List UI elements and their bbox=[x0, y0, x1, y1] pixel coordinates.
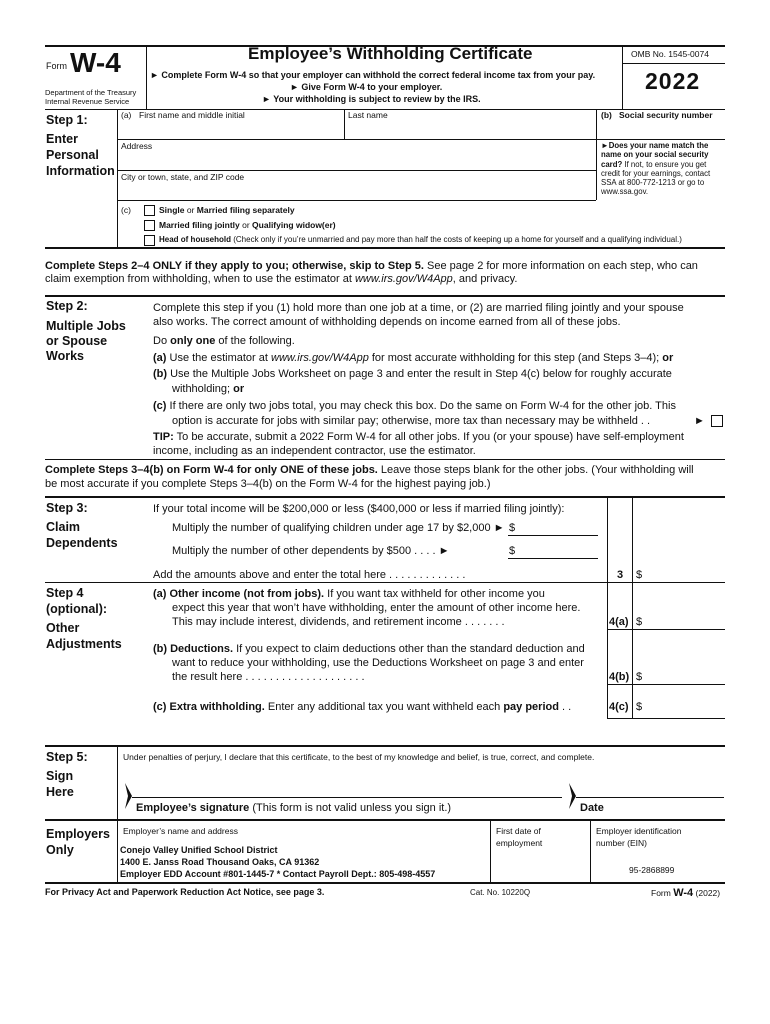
step3-intro: If your total income will be $200,000 or less ($400,000 or less if married filing jointly): bbox=[153, 503, 565, 515]
perjury-statement: Under penalties of perjury, I declare that this certificate, to the best of my knowledge and belief, is true, correct, and complete. bbox=[123, 752, 595, 762]
step3-line2-rule bbox=[508, 558, 598, 559]
catalog-number: Cat. No. 10220Q bbox=[470, 888, 531, 897]
ein-label-2: number (EIN) bbox=[596, 838, 648, 848]
city-top-rule bbox=[117, 170, 596, 171]
first-date-label-2: employment bbox=[496, 838, 543, 848]
address-label: Address bbox=[121, 141, 153, 151]
ssn-note-rest: If not, to ensure you get credit for your earnings, contact SSA at 800-772-1213 or go to www.ssa.gov. bbox=[601, 159, 711, 197]
last-name-label: Last name bbox=[348, 110, 388, 120]
step4a-line3: This may include interest, dividends, and retirement income . . . . . . . bbox=[172, 616, 505, 628]
employers-label-1: Employers bbox=[46, 827, 110, 841]
step2c-arrow-icon: ► bbox=[694, 415, 705, 427]
step4a-line2: expect this year that won’t have withholding, enter the amount of other income here. bbox=[172, 602, 581, 614]
employer-name-label: Employer’s name and address bbox=[123, 826, 238, 836]
intro-line2: claim exemption from withholding, when to use the estimator at www.irs.gov/W4App, and privacy. bbox=[45, 273, 518, 285]
city-bottom-rule bbox=[117, 200, 596, 201]
ein-label-1: Employer identification bbox=[596, 826, 682, 836]
extra-withholding-field[interactable] bbox=[645, 697, 723, 713]
step2-name-1: Multiple Jobs bbox=[46, 319, 126, 333]
employers-label-2: Only bbox=[46, 843, 74, 857]
signature-arrow-icon bbox=[123, 783, 133, 809]
step2-option-c-line1: (c) If there are only two jobs total, you may check this box. Do the same on Form W-4 for the other job. This bbox=[153, 400, 676, 412]
filing-married-label: Married filing jointly or Qualifying widow(er) bbox=[159, 220, 336, 230]
single-checkbox[interactable] bbox=[144, 205, 155, 216]
step2-bottom-rule bbox=[45, 459, 725, 460]
step4-top-rule bbox=[45, 582, 608, 583]
step2-option-c-line2: option is accurate for jobs with similar pay; otherwise, more tax than necessary may be withheld . . bbox=[172, 415, 651, 427]
first-date-field[interactable] bbox=[492, 850, 588, 880]
step4c-line: (c) Extra withholding. Enter any additional tax you want withheld each pay period . . bbox=[153, 701, 572, 713]
step2-para1-line2: also works. The correct amount of withholding depends on income earned from all of these jobs. bbox=[153, 316, 621, 328]
step1-bottom-rule bbox=[45, 247, 725, 249]
step3-line1: Multiply the number of qualifying children under age 17 by $2,000 ► bbox=[172, 522, 505, 534]
form-title: Employee’s Withholding Certificate bbox=[248, 44, 533, 63]
step4b-line2: want to reduce your withholding, use the Deductions Worksheet on page 3 and enter bbox=[172, 657, 584, 669]
step3-line1-rule bbox=[508, 535, 598, 536]
line4a-box-label: 4(a) bbox=[609, 616, 629, 628]
other-income-field[interactable] bbox=[645, 612, 723, 628]
header-divider-right bbox=[622, 46, 623, 109]
step2-option-a: (a) Use the estimator at www.irs.gov/W4App for most accurate withholding for this step (and Steps 3–4); or bbox=[153, 352, 674, 364]
ssn-note-bold: ►Does your name match the name on your social security card? bbox=[601, 141, 709, 169]
deductions-field[interactable] bbox=[645, 667, 723, 683]
two-jobs-checkbox[interactable] bbox=[711, 415, 723, 427]
step2-tip-line1: TIP: To be accurate, submit a 2022 Form W-4 for all other jobs. If you (or your spouse) have self-employment bbox=[153, 431, 684, 443]
step5-name-1: Sign bbox=[46, 769, 74, 783]
step3-top-rule bbox=[45, 496, 725, 498]
employer-account: Employer EDD Account #801-1445-7 * Contact Payroll Dept.: 805-498-4557 bbox=[120, 869, 436, 879]
footer-form-id: Form W-4 (2022) bbox=[651, 887, 721, 899]
omb-number: OMB No. 1545-0074 bbox=[631, 49, 709, 59]
step2-option-b-line1: (b) Use the Multiple Jobs Worksheet on page 3 and enter the result in Step 4(c) below for roughly accurate bbox=[153, 368, 672, 380]
step4-name-3: Adjustments bbox=[46, 637, 122, 651]
line4c-box-label: 4(c) bbox=[609, 701, 629, 713]
intro-line1: Complete Steps 2–4 ONLY if they apply to you; otherwise, skip to Step 5. See page 2 for more information on each step, who can bbox=[45, 260, 698, 272]
city-label: City or town, state, and ZIP code bbox=[121, 172, 245, 182]
instruction-3: ► Your withholding is subject to review by the IRS. bbox=[262, 94, 481, 104]
step4-label: Step 4 bbox=[46, 586, 84, 600]
line4a-dollar: $ bbox=[636, 616, 643, 628]
step1-name-1: Enter bbox=[46, 132, 78, 146]
step1-name-2: Personal bbox=[46, 148, 99, 162]
other-dependents-amount-field[interactable] bbox=[518, 542, 598, 557]
signature-rule bbox=[132, 797, 562, 798]
line4b-dollar: $ bbox=[636, 671, 643, 683]
tax-year: 2022 bbox=[645, 68, 701, 94]
first-date-label-1: First date of bbox=[496, 826, 541, 836]
step1-label: Step 1: bbox=[46, 113, 88, 127]
first-name-label: First name and middle initial bbox=[139, 110, 245, 120]
ssn-field[interactable] bbox=[597, 120, 725, 138]
date-rule bbox=[576, 797, 724, 798]
signature-label: Employee’s signature (This form is not valid unless you sign it.) bbox=[136, 802, 452, 814]
step4a-line1: (a) Other income (not from jobs). If you want tax withheld for other income you bbox=[153, 588, 545, 600]
step3-name-1: Claim bbox=[46, 520, 81, 534]
step3-name-2: Dependents bbox=[46, 536, 118, 550]
ssn-note bbox=[601, 141, 725, 197]
qualifying-children-amount-field[interactable] bbox=[518, 519, 598, 534]
step5-top-rule bbox=[45, 745, 725, 747]
filing-hoh-label: Head of household (Check only if you’re unmarried and pay more than half the costs of keeping up a home for yourself and a qualifying individual.) bbox=[159, 235, 682, 244]
address-field[interactable] bbox=[118, 151, 595, 169]
step4b-line1: (b) Deductions. If you expect to claim deductions other than the standard deduction and bbox=[153, 643, 585, 655]
step2-name-3: Works bbox=[46, 349, 84, 363]
address-top-rule bbox=[117, 139, 725, 140]
omb-rule bbox=[622, 63, 725, 64]
step5-col-divider bbox=[117, 746, 118, 819]
first-date-divider bbox=[490, 820, 491, 882]
step2-name-2: or Spouse bbox=[46, 334, 108, 348]
step4b-line3: the result here . . . . . . . . . . . . . . . . . . . . bbox=[172, 671, 365, 683]
ssn-label: Social security number bbox=[619, 110, 713, 120]
employer-name: Conejo Valley Unified School District bbox=[120, 845, 278, 855]
mid-line1: Complete Steps 3–4(b) on Form W-4 for only ONE of these jobs. Leave those steps blank for the other jobs. (Your withholding will bbox=[45, 464, 694, 476]
dept-line2: Internal Revenue Service bbox=[45, 97, 130, 106]
step4-name-2: Other bbox=[46, 621, 80, 635]
step2-top-rule bbox=[45, 295, 725, 297]
first-name-field[interactable] bbox=[118, 120, 343, 138]
dept-line1: Department of the Treasury bbox=[45, 88, 137, 97]
date-arrow-icon bbox=[567, 783, 577, 809]
line3-bottom-rule bbox=[607, 582, 725, 583]
line4a-bottom-rule bbox=[607, 629, 725, 630]
step5-name-2: Here bbox=[46, 785, 74, 799]
footer-rule bbox=[45, 882, 725, 884]
instruction-2: ► Give Form W-4 to your employer. bbox=[290, 82, 443, 92]
step2-label: Step 2: bbox=[46, 299, 88, 313]
signature-date-field[interactable] bbox=[579, 778, 723, 796]
married-jointly-checkbox[interactable] bbox=[144, 220, 155, 231]
form-number: W-4 bbox=[70, 47, 121, 78]
step4-name-1: (optional): bbox=[46, 602, 108, 616]
line4b-bottom-rule bbox=[607, 684, 725, 685]
step2-para1-line1: Complete this step if you (1) hold more than one job at a time, or (2) are married filing jointly and your spouse bbox=[153, 302, 684, 314]
step2-tip-line2: income, including as an independent contractor, use the estimator. bbox=[153, 445, 476, 457]
ein-value: 95-2868899 bbox=[629, 865, 675, 875]
line4c-bottom-rule bbox=[607, 718, 725, 719]
amount-col-left-divider bbox=[607, 497, 608, 719]
mid-line2: be most accurate if you complete Steps 3–4(b) on the Form W-4 for the highest paying job.) bbox=[45, 478, 491, 490]
first-name-letter: (a) bbox=[121, 110, 132, 120]
line4c-dollar: $ bbox=[636, 701, 643, 713]
line3-dollar: $ bbox=[636, 569, 643, 581]
head-of-household-checkbox[interactable] bbox=[144, 235, 155, 246]
step3-total-line: Add the amounts above and enter the total here . . . . . . . . . . . . . bbox=[153, 569, 466, 581]
form-word: Form bbox=[46, 61, 67, 71]
step2-para2: Do only one of the following. bbox=[153, 335, 295, 347]
line4b-box-label: 4(b) bbox=[609, 671, 630, 683]
filing-status-letter: (c) bbox=[121, 205, 131, 215]
amount-col-mid-divider bbox=[632, 497, 633, 719]
city-field[interactable] bbox=[118, 182, 595, 199]
step2-option-b-line2: withholding; or bbox=[172, 383, 245, 395]
employers-top-rule bbox=[45, 819, 725, 821]
step3-label: Step 3: bbox=[46, 501, 88, 515]
step3-line2-dollar: $ bbox=[509, 545, 516, 557]
instruction-1: ► Complete Form W-4 so that your employer can withhold the correct federal income tax from your pay. bbox=[150, 70, 596, 80]
filing-single-label: Single or Married filing separately bbox=[159, 205, 295, 215]
line3-box-label: 3 bbox=[617, 569, 624, 581]
date-label: Date bbox=[580, 802, 604, 814]
employers-col-divider bbox=[117, 820, 118, 882]
step5-label: Step 5: bbox=[46, 750, 88, 764]
header-divider-left bbox=[146, 46, 147, 109]
line3-amount-field[interactable] bbox=[645, 565, 723, 581]
employer-address: 1400 E. Janss Road Thousand Oaks, CA 91362 bbox=[120, 857, 320, 867]
step1-name-3: Information bbox=[46, 164, 115, 178]
privacy-notice: For Privacy Act and Paperwork Reduction Act Notice, see page 3. bbox=[45, 887, 325, 897]
step3-line1-dollar: $ bbox=[509, 522, 516, 534]
step3-line2: Multiply the number of other dependents by $500 . . . . ► bbox=[172, 545, 450, 557]
ssn-letter: (b) bbox=[601, 110, 612, 120]
employee-signature-field[interactable] bbox=[135, 778, 560, 796]
last-name-field[interactable] bbox=[345, 120, 595, 138]
ein-divider bbox=[590, 820, 591, 882]
